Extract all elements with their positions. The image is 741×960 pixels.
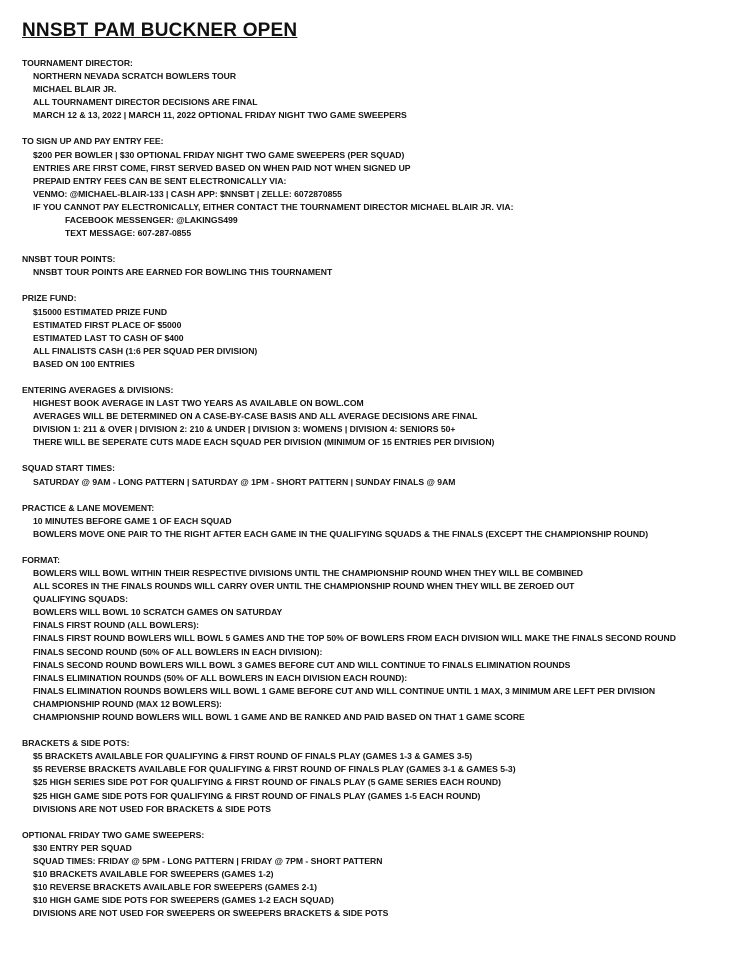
section-heading: TOURNAMENT DIRECTOR: [22, 58, 133, 68]
section [22, 135, 731, 240]
section-line: $200 PER BOWLER | $30 OPTIONAL FRIDAY NIGHT TWO GAME SWEEPERS (PER SQUAD) [33, 149, 405, 160]
section-line: MICHAEL BLAIR JR. [33, 84, 117, 95]
section-line: PREPAID ENTRY FEES CAN BE SENT ELECTRONICALLY VIA: [33, 175, 287, 186]
section [22, 462, 731, 488]
section-line: FINALS FIRST ROUND BOWLERS WILL BOWL 5 GAMES AND THE TOP 50% OF BOWLERS FROM EACH DIVISION WILL MAKE THE FINALS SECOND ROUND [33, 633, 676, 644]
section [22, 737, 731, 816]
section-line: NORTHERN NEVADA SCRATCH BOWLERS TOUR [33, 71, 237, 82]
section [22, 502, 731, 541]
section-line: FINALS SECOND ROUND BOWLERS WILL BOWL 3 GAMES BEFORE CUT AND WILL CONTINUE TO FINALS ELIMINATION ROUNDS [33, 659, 571, 670]
section-line: FINALS ELIMINATION ROUNDS BOWLERS WILL BOWL 1 GAME BEFORE CUT AND WILL CONTINUE UNTIL 1 MAX, 3 MINIMUM ARE LEFT PER DIVISION [33, 685, 656, 696]
section [22, 57, 731, 122]
section-line: DIVISIONS ARE NOT USED FOR SWEEPERS OR SWEEPERS BRACKETS & SIDE POTS [33, 908, 389, 919]
section-line: NNSBT TOUR POINTS ARE EARNED FOR BOWLING THIS TOURNAMENT [33, 267, 333, 278]
section-line: IF YOU CANNOT PAY ELECTRONICALLY, EITHER CONTACT THE TOURNAMENT DIRECTOR MICHAEL BLAIR JR. VIA: [33, 201, 514, 212]
section-line: $25 HIGH SERIES SIDE POT FOR QUALIFYING & FIRST ROUND OF FINALS PLAY (5 GAME SERIES EACH ROUND) [33, 777, 501, 788]
section-heading: BRACKETS & SIDE POTS: [22, 738, 130, 749]
section-line: MARCH 12 & 13, 2022 | MARCH 11, 2022 OPTIONAL FRIDAY NIGHT TWO GAME SWEEPERS [33, 110, 407, 121]
section-line: $30 ENTRY PER SQUAD [33, 842, 132, 853]
section-line: VENMO: @MICHAEL-BLAIR-133 | CASH APP: $NNSBT | ZELLE: 6072870855 [33, 188, 342, 199]
section [22, 829, 731, 921]
section-line: DIVISIONS ARE NOT USED FOR BRACKETS & SIDE POTS [33, 803, 271, 814]
section-line: HIGHEST BOOK AVERAGE IN LAST TWO YEARS AS AVAILABLE ON BOWL.COM [33, 398, 364, 409]
section-line: ESTIMATED LAST TO CASH OF $400 [33, 332, 184, 343]
section-heading: PRACTICE & LANE MOVEMENT: [22, 502, 155, 513]
section-line: ALL FINALISTS CASH (1:6 PER SQUAD PER DIVISION) [33, 345, 258, 356]
document-title: NNSBT PAM BUCKNER OPEN [22, 20, 298, 41]
section-line: $5 BRACKETS AVAILABLE FOR QUALIFYING & FIRST ROUND OF FINALS PLAY (GAMES 1-3 & GAMES 3-5) [33, 751, 473, 762]
section-line: 10 MINUTES BEFORE GAME 1 OF EACH SQUAD [33, 515, 232, 526]
section-line: ESTIMATED FIRST PLACE OF $5000 [33, 319, 182, 330]
section-heading: OPTIONAL FRIDAY TWO GAME SWEEPERS: [22, 829, 205, 840]
section-line: SQUAD TIMES: FRIDAY @ 5PM - LONG PATTERN | FRIDAY @ 7PM - SHORT PATTERN [33, 855, 383, 866]
section-line: ALL TOURNAMENT DIRECTOR DECISIONS ARE FINAL [33, 97, 258, 108]
section-heading: PRIZE FUND: [22, 293, 77, 304]
section-line: CHAMPIONSHIP ROUND (MAX 12 BOWLERS): [33, 698, 222, 709]
section-line: SATURDAY @ 9AM - LONG PATTERN | SATURDAY @ 1PM - SHORT PATTERN | SUNDAY FINALS @ 9AM [33, 476, 456, 487]
section-line: BOWLERS WILL BOWL WITHIN THEIR RESPECTIVE DIVISIONS UNTIL THE CHAMPIONSHIP ROUND WHEN THEY WILL BE COMBINED [33, 568, 584, 578]
section-heading: TO SIGN UP AND PAY ENTRY FEE: [22, 136, 164, 147]
section-heading: ENTERING AVERAGES & DIVISIONS: [22, 384, 174, 395]
section-line: $10 REVERSE BRACKETS AVAILABLE FOR SWEEPERS (GAMES 2-1) [33, 882, 317, 893]
section [22, 253, 731, 279]
section-heading: FORMAT: [22, 554, 61, 565]
section-line: BOWLERS MOVE ONE PAIR TO THE RIGHT AFTER EACH GAME IN THE QUALIFYING SQUADS & THE FINALS (EXCEPT THE CHAMPIONSHIP ROUND) [33, 528, 649, 539]
section [22, 554, 731, 724]
section-line: $10 HIGH GAME SIDE POTS FOR SWEEPERS (GAMES 1-2 EACH SQUAD) [33, 895, 334, 906]
section-line: ENTRIES ARE FIRST COME, FIRST SERVED BASED ON WHEN PAID NOT WHEN SIGNED UP [33, 162, 411, 173]
section-line: CHAMPIONSHIP ROUND BOWLERS WILL BOWL 1 GAME AND BE RANKED AND PAID BASED ON THAT 1 GAME SCORE [33, 712, 525, 723]
section-line: $10 BRACKETS AVAILABLE FOR SWEEPERS (GAMES 1-2) [33, 868, 274, 879]
section-line: QUALIFYING SQUADS: [33, 594, 129, 605]
section-line: ALL SCORES IN THE FINALS ROUNDS WILL CARRY OVER UNTIL THE CHAMPIONSHIP ROUND WHEN THEY WILL BE ZEROED OUT [33, 581, 575, 592]
section-line: FACEBOOK MESSENGER: @LAKINGS499 [65, 215, 238, 226]
section-heading: NNSBT TOUR POINTS: [22, 254, 116, 265]
section-line: BOWLERS WILL BOWL 10 SCRATCH GAMES ON SATURDAY [33, 607, 283, 618]
section-line: TEXT MESSAGE: 607-287-0855 [65, 228, 192, 239]
section-line: AVERAGES WILL BE DETERMINED ON A CASE-BY-CASE BASIS AND ALL AVERAGE DECISIONS ARE FINAL [33, 411, 478, 422]
document-body [22, 57, 731, 920]
section-line: $5 REVERSE BRACKETS AVAILABLE FOR QUALIFYING & FIRST ROUND OF FINALS PLAY (GAMES 3-1 & GAMES 5-3) [33, 764, 516, 775]
section-line: FINALS FIRST ROUND (ALL BOWLERS): [33, 620, 199, 631]
section-line: FINALS SECOND ROUND (50% OF ALL BOWLERS IN EACH DIVISION): [33, 646, 323, 657]
section-line: BASED ON 100 ENTRIES [33, 358, 135, 369]
section [22, 292, 731, 371]
section-line: $15000 ESTIMATED PRIZE FUND [33, 306, 168, 317]
section-line: $25 HIGH GAME SIDE POTS FOR QUALIFYING & FIRST ROUND OF FINALS PLAY (GAMES 1-5 EACH ROUND) [33, 790, 481, 801]
section-heading: SQUAD START TIMES: [22, 463, 115, 474]
section-line: FINALS ELIMINATION ROUNDS (50% OF ALL BOWLERS IN EACH DIVISION EACH ROUND): [33, 672, 408, 683]
section-line: THERE WILL BE SEPERATE CUTS MADE EACH SQUAD PER DIVISION (MINIMUM OF 15 ENTRIES PER DIVISION) [33, 437, 495, 448]
section [22, 384, 731, 449]
section-line: DIVISION 1: 211 & OVER | DIVISION 2: 210 & UNDER | DIVISION 3: WOMENS | DIVISION 4: SENIORS 50+ [33, 424, 456, 435]
